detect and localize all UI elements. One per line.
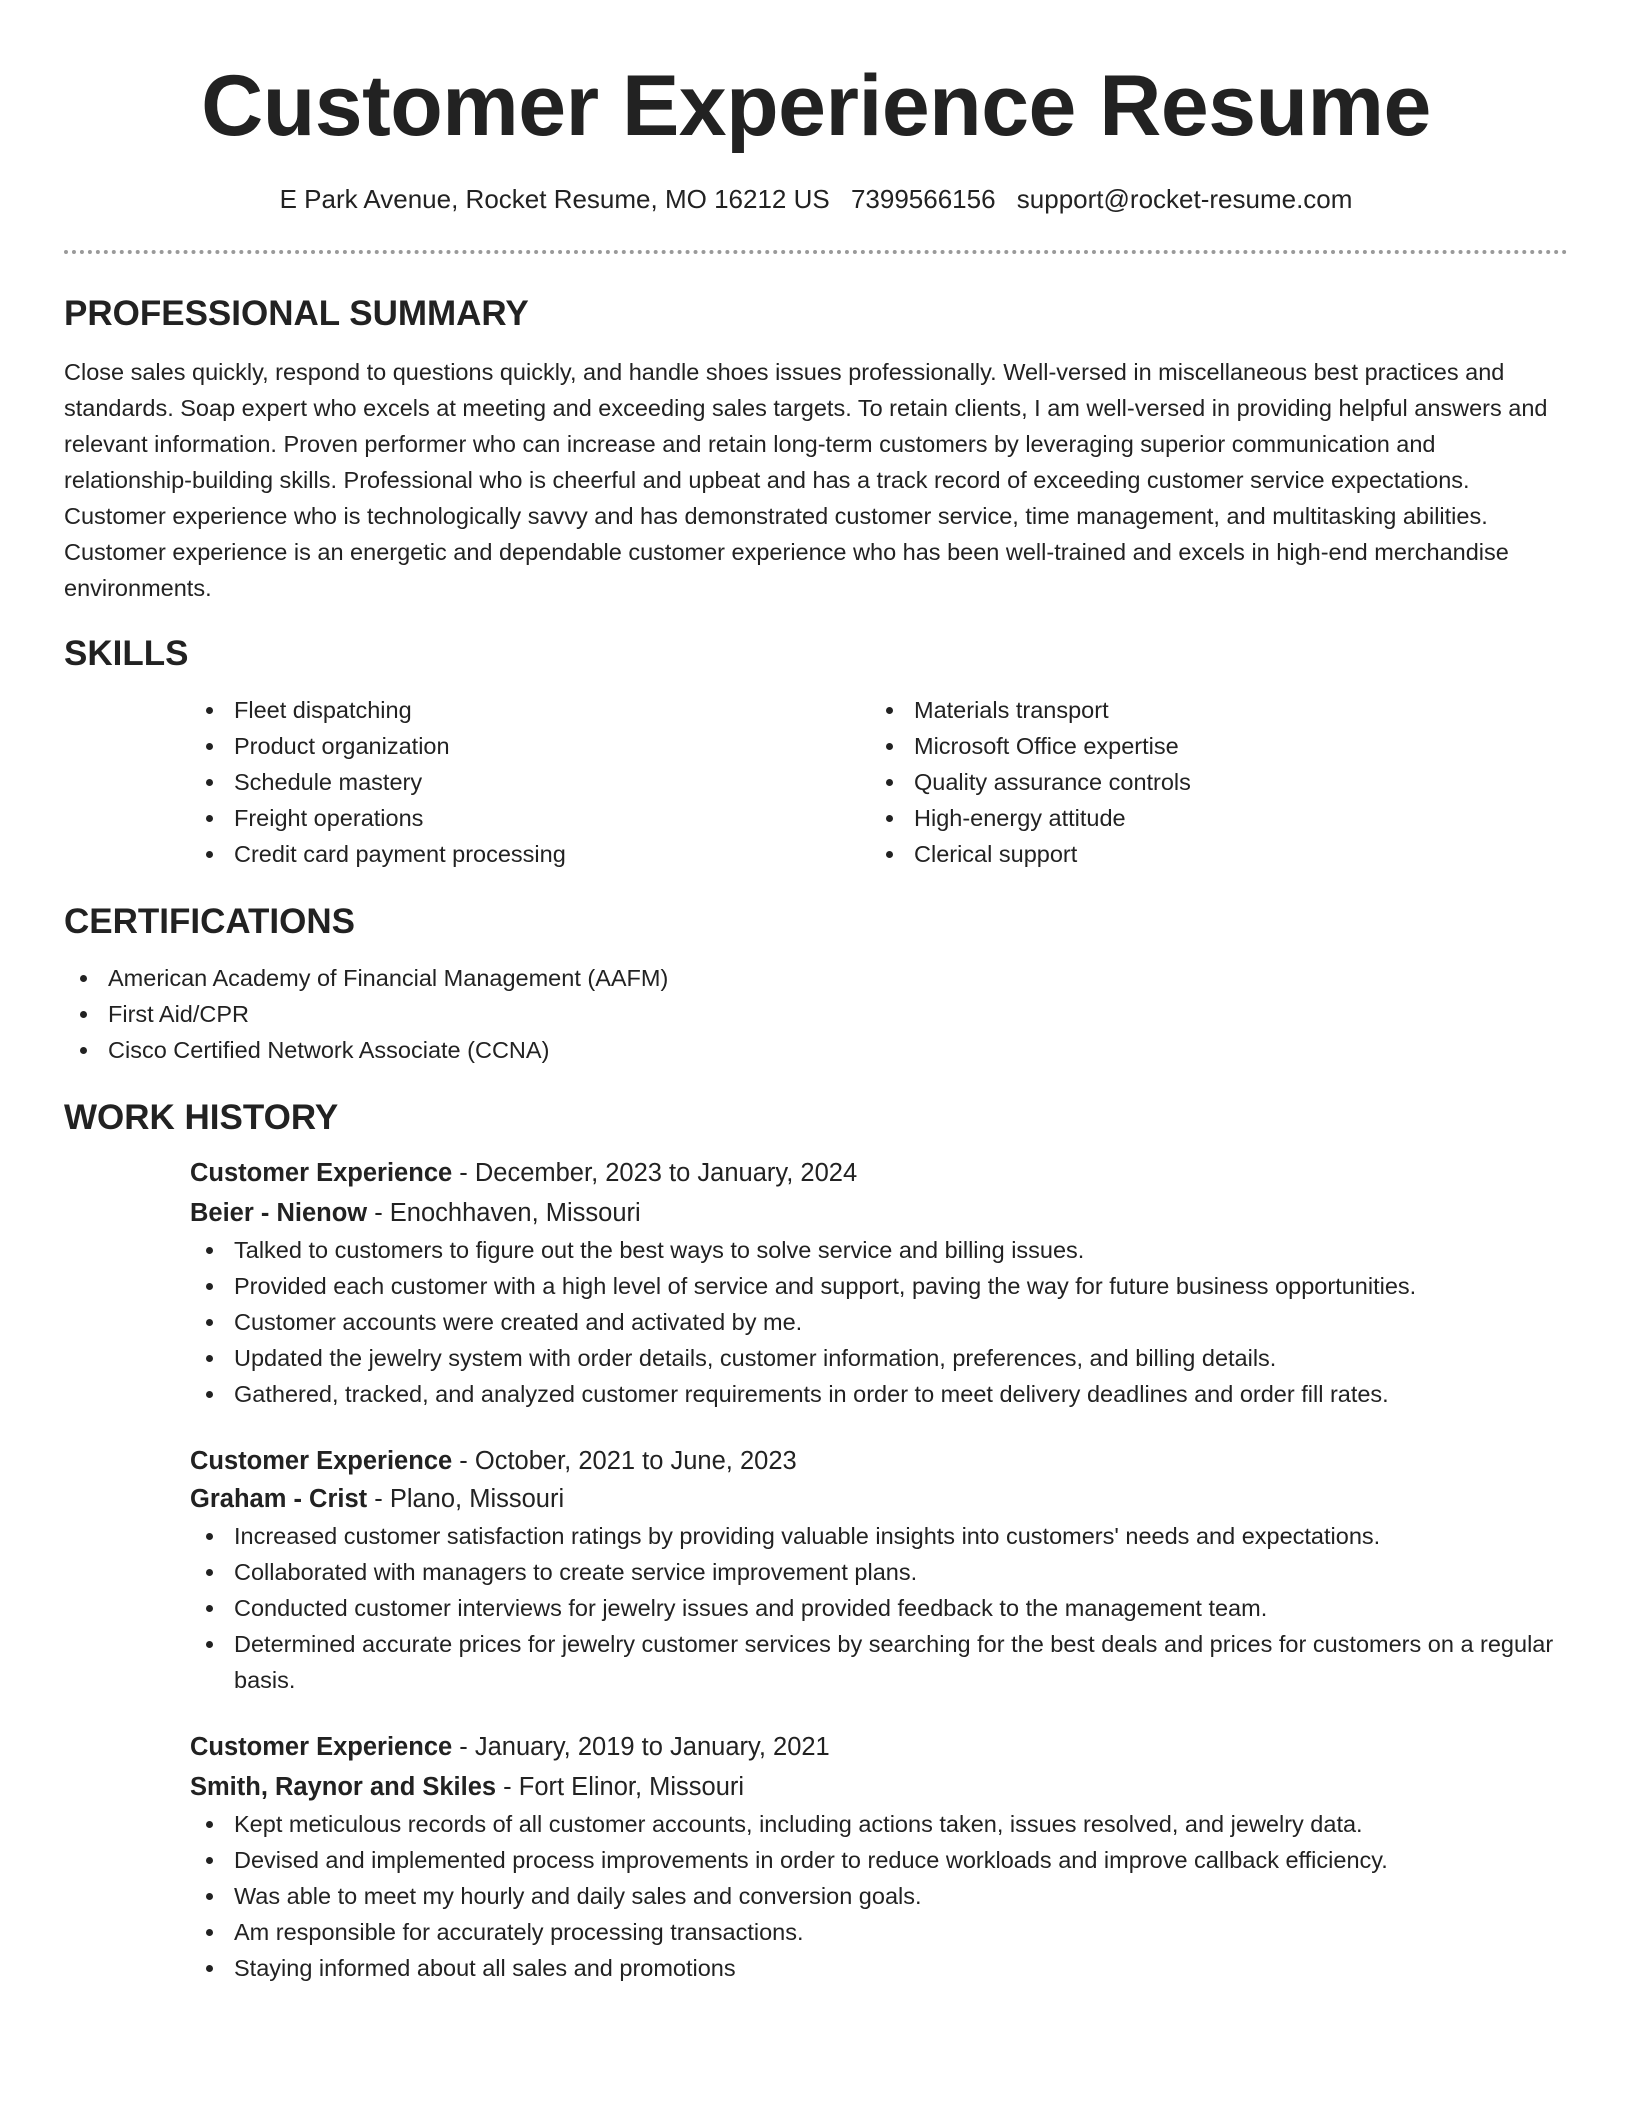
job-entry bbox=[190, 1442, 1568, 1698]
job-entry bbox=[190, 1728, 1568, 1986]
job-bullet: Updated the jewelry system with order details, customer information, preferences, and billing details. bbox=[190, 1340, 1568, 1376]
skills-grid bbox=[190, 692, 1568, 872]
summary-heading: PROFESSIONAL SUMMARY bbox=[64, 294, 529, 333]
job-location: Fort Elinor, Missouri bbox=[518, 1773, 745, 1801]
skill-item: Freight operations bbox=[190, 800, 870, 836]
skill-item: Microsoft Office expertise bbox=[870, 728, 1550, 764]
summary-section bbox=[64, 292, 1568, 606]
skill-item: Materials transport bbox=[870, 692, 1550, 728]
certification-item: First Aid/CPR bbox=[64, 996, 1568, 1032]
job-title: Customer Experience bbox=[190, 1447, 453, 1475]
job-company-line: Graham - Crist - Plano, Missouri bbox=[190, 1485, 565, 1513]
summary-text: Close sales quickly, respond to questions quickly, and handle shoes issues professionally. Well-versed in miscellaneous best practices and standards. Soap expert who excels at meeting and exceeding sales targets. To retain clients, I am well-versed in providing helpful answers and relevant information. Proven performer who can increase and retain long-term customers by leveraging superior communication and relationship-building skills. Professional who is cheerful and upbeat and has a track record of exceeding customer service expectations. Customer experience who is technologically savvy and has demonstrated customer service, time management, and multitasking abilities. Customer experience is an energetic and dependable customer experience who has been well-trained and excels in high-end merchandise environments. bbox=[64, 359, 1548, 601]
skill-item: Credit card payment processing bbox=[190, 836, 870, 872]
contact-address: E Park Avenue, Rocket Resume, MO 16212 US bbox=[279, 184, 830, 214]
job-location: Enochhaven, Missouri bbox=[389, 1199, 641, 1227]
skills-heading: SKILLS bbox=[64, 634, 189, 673]
certification-item: Cisco Certified Network Associate (CCNA) bbox=[64, 1032, 1568, 1068]
certifications-list bbox=[64, 960, 1568, 1068]
certifications-heading: CERTIFICATIONS bbox=[64, 902, 356, 941]
job-dates: January, 2019 to January, 2021 bbox=[474, 1733, 830, 1761]
job-bullet: Was able to meet my hourly and daily sales and conversion goals. bbox=[190, 1878, 1568, 1914]
job-bullet: Gathered, tracked, and analyzed customer requirements in order to meet delivery deadlines and order fill rates. bbox=[190, 1376, 1568, 1412]
job-title-line: Customer Experience - December, 2023 to January, 2024 bbox=[190, 1159, 858, 1187]
contact-phone: 7399566156 bbox=[850, 184, 996, 214]
job-dates: October, 2021 to June, 2023 bbox=[474, 1447, 797, 1475]
job-title-line: Customer Experience - October, 2021 to June, 2023 bbox=[190, 1447, 797, 1475]
certification-item: American Academy of Financial Management (AAFM) bbox=[64, 960, 1568, 996]
job-bullets bbox=[190, 1518, 1568, 1698]
job-bullet: Staying informed about all sales and promotions bbox=[190, 1950, 1568, 1986]
skill-item: Quality assurance controls bbox=[870, 764, 1550, 800]
job-bullet: Kept meticulous records of all customer accounts, including actions taken, issues resolved, and jewelry data. bbox=[190, 1806, 1568, 1842]
job-company: Smith, Raynor and Skiles bbox=[190, 1773, 497, 1801]
job-location: Plano, Missouri bbox=[389, 1485, 565, 1513]
job-bullet: Customer accounts were created and activated by me. bbox=[190, 1304, 1568, 1340]
job-company-line: Beier - Nienow - Enochhaven, Missouri bbox=[190, 1199, 641, 1227]
skill-item: Fleet dispatching bbox=[190, 692, 870, 728]
job-dates: December, 2023 to January, 2024 bbox=[474, 1159, 858, 1187]
contact-line bbox=[64, 182, 1568, 216]
skill-item: Clerical support bbox=[870, 836, 1550, 872]
certifications-section bbox=[64, 900, 1568, 1068]
job-bullet: Collaborated with managers to create service improvement plans. bbox=[190, 1554, 1568, 1590]
skills-left-list bbox=[190, 692, 870, 872]
contact-email: support@rocket-resume.com bbox=[1016, 184, 1353, 214]
job-bullet: Conducted customer interviews for jewelry issues and provided feedback to the management team. bbox=[190, 1590, 1568, 1626]
job-bullet: Increased customer satisfaction ratings by providing valuable insights into customers' needs and expectations. bbox=[190, 1518, 1568, 1554]
skills-section bbox=[64, 632, 1568, 872]
job-bullet: Talked to customers to figure out the best ways to solve service and billing issues. bbox=[190, 1232, 1568, 1268]
header-divider bbox=[64, 250, 1568, 254]
skill-item: Product organization bbox=[190, 728, 870, 764]
job-bullets bbox=[190, 1806, 1568, 1986]
skill-item: High-energy attitude bbox=[870, 800, 1550, 836]
job-bullets bbox=[190, 1232, 1568, 1412]
job-bullet: Devised and implemented process improvements in order to reduce workloads and improve callback efficiency. bbox=[190, 1842, 1568, 1878]
work-history-heading: WORK HISTORY bbox=[64, 1098, 339, 1137]
job-company: Graham - Crist bbox=[190, 1485, 368, 1513]
job-title: Customer Experience bbox=[190, 1159, 453, 1187]
job-title-line: Customer Experience - January, 2019 to January, 2021 bbox=[190, 1733, 830, 1761]
job-company-line: Smith, Raynor and Skiles - Fort Elinor, Missouri bbox=[190, 1773, 745, 1801]
work-history-section bbox=[64, 1096, 1568, 1986]
job-bullet: Provided each customer with a high level of service and support, paving the way for future business opportunities. bbox=[190, 1268, 1568, 1304]
job-title: Customer Experience bbox=[190, 1733, 453, 1761]
job-company: Beier - Nienow bbox=[190, 1199, 368, 1227]
skill-item: Schedule mastery bbox=[190, 764, 870, 800]
job-entry bbox=[190, 1154, 1568, 1412]
skills-right-list bbox=[870, 692, 1550, 872]
job-bullet: Determined accurate prices for jewelry customer services by searching for the best deals and prices for customers on a regular basis. bbox=[190, 1626, 1568, 1698]
resume-title: Customer Experience Resume bbox=[201, 58, 1431, 154]
job-bullet: Am responsible for accurately processing transactions. bbox=[190, 1914, 1568, 1950]
